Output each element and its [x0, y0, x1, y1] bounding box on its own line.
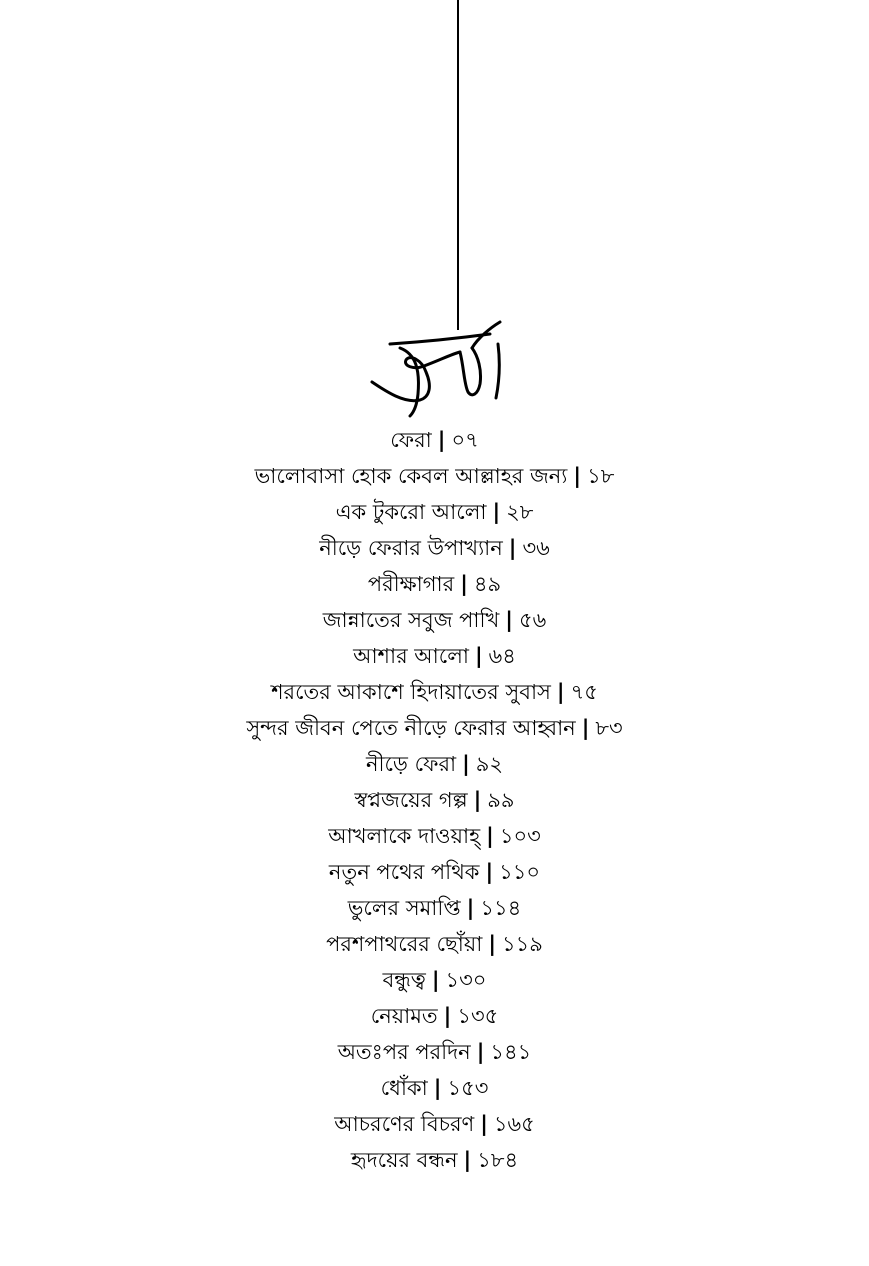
toc-item[interactable]	[0, 746, 869, 782]
toc-item-page: ২৮	[506, 500, 534, 524]
toc-item-page: ৭৫	[570, 680, 598, 704]
toc-item-title: আখলাকে দাওয়াহ্	[328, 824, 481, 848]
toc-item[interactable]	[0, 602, 869, 638]
contents-heading-calligraphy	[360, 308, 520, 420]
toc-item[interactable]	[0, 782, 869, 818]
toc-separator: |	[437, 428, 446, 452]
toc-separator: |	[556, 680, 565, 704]
toc-item-page: ৪৯	[473, 572, 502, 596]
toc-item-page: ৫৬	[518, 608, 547, 632]
toc-item-title: পরশপাথরের ছোঁয়া	[326, 932, 483, 956]
toc-item[interactable]	[0, 674, 869, 710]
toc-item-title: নেয়ামত	[370, 1004, 438, 1028]
toc-separator: |	[505, 608, 513, 632]
toc-item-page: ১৩০	[445, 968, 487, 992]
toc-item-title: ধোঁকা	[380, 1076, 428, 1100]
toc-item-page: ১৪১	[490, 1040, 532, 1064]
toc-separator: |	[492, 500, 501, 524]
toc-item[interactable]	[0, 1070, 869, 1106]
toc-item-page: ১৩৫	[457, 1004, 499, 1028]
toc-separator: |	[486, 824, 494, 848]
toc-item[interactable]	[0, 458, 869, 494]
toc-item-page: ৯২	[475, 752, 504, 776]
table-of-contents	[0, 422, 869, 1178]
toc-separator: |	[431, 968, 440, 992]
toc-item-title: নীড়ে ফেরা	[365, 752, 457, 776]
toc-item[interactable]	[0, 494, 869, 530]
toc-item-title: বন্ধুত্ব	[382, 968, 426, 992]
toc-item-title: নীড়ে ফেরার উপাখ্যান	[319, 536, 503, 560]
toc-separator: |	[581, 716, 590, 740]
toc-separator: |	[480, 1112, 488, 1136]
toc-separator: |	[443, 1004, 452, 1028]
toc-item[interactable]	[0, 638, 869, 674]
toc-item-title: এক টুকরো আলো	[335, 500, 487, 524]
toc-separator: |	[433, 1076, 442, 1100]
toc-item-page: ১৮৪	[477, 1148, 519, 1172]
toc-separator: |	[462, 752, 470, 776]
toc-item-title: ফেরা	[390, 428, 432, 452]
toc-item[interactable]	[0, 962, 869, 998]
toc-item[interactable]	[0, 710, 869, 746]
toc-item-title: আশার আলো	[353, 644, 469, 668]
toc-item-title: ভালোবাসা হোক কেবল আল্লাহর জন্য	[254, 464, 568, 488]
toc-separator: |	[474, 644, 483, 668]
toc-separator: |	[508, 536, 517, 560]
toc-item[interactable]	[0, 890, 869, 926]
toc-item-page: ১১৪	[480, 896, 522, 920]
hanging-line	[457, 0, 459, 330]
toc-item-page: ৮৩	[595, 716, 623, 740]
toc-item[interactable]	[0, 566, 869, 602]
toc-item[interactable]	[0, 1034, 869, 1070]
toc-item-title: অতঃপর পরদিন	[337, 1040, 471, 1064]
toc-item-page: ৩৬	[522, 536, 550, 560]
toc-item-title: স্বপ্নজয়ের গল্প	[354, 788, 468, 812]
toc-item-page: ৯৯	[487, 788, 515, 812]
toc-item-page: ১১৯	[501, 932, 543, 956]
toc-item-title: ভুলের সমাপ্তি	[347, 896, 461, 920]
toc-separator: |	[460, 572, 468, 596]
toc-item-page: ১১০	[499, 860, 541, 884]
toc-item-page: ০৭	[451, 428, 479, 452]
toc-separator: |	[485, 860, 494, 884]
toc-item-title: হৃদয়ের বন্ধন	[350, 1148, 458, 1172]
toc-separator: |	[476, 1040, 485, 1064]
toc-separator: |	[473, 788, 482, 812]
toc-separator: |	[488, 932, 496, 956]
calligraphy-title-icon	[360, 308, 520, 420]
toc-item-title: নতুন পথের পথিক	[328, 860, 480, 884]
toc-item-page: ১৬৫	[493, 1112, 535, 1136]
toc-item-title: পরীক্ষাগার	[367, 572, 455, 596]
toc-item-page: ৬৪	[488, 644, 516, 668]
toc-item[interactable]	[0, 530, 869, 566]
toc-separator: |	[466, 896, 475, 920]
toc-item[interactable]	[0, 854, 869, 890]
toc-item-page: ১৮	[587, 464, 615, 488]
toc-item-title: শরতের আকাশে হিদায়াতের সুবাস	[271, 680, 551, 704]
toc-item-title: জান্নাতের সবুজ পাখি	[322, 608, 500, 632]
toc-separator: |	[463, 1148, 472, 1172]
toc-item[interactable]	[0, 1106, 869, 1142]
toc-item-title: সুন্দর জীবন পেতে নীড়ে ফেরার আহ্বান	[246, 716, 576, 740]
toc-item[interactable]	[0, 998, 869, 1034]
toc-item-title: আচরণের বিচরণ	[334, 1112, 475, 1136]
toc-item-page: ১০৩	[499, 824, 541, 848]
toc-item[interactable]	[0, 422, 869, 458]
toc-item-page: ১৫৩	[447, 1076, 489, 1100]
toc-separator: |	[573, 464, 582, 488]
toc-item[interactable]	[0, 926, 869, 962]
toc-item[interactable]	[0, 818, 869, 854]
toc-item[interactable]	[0, 1142, 869, 1178]
